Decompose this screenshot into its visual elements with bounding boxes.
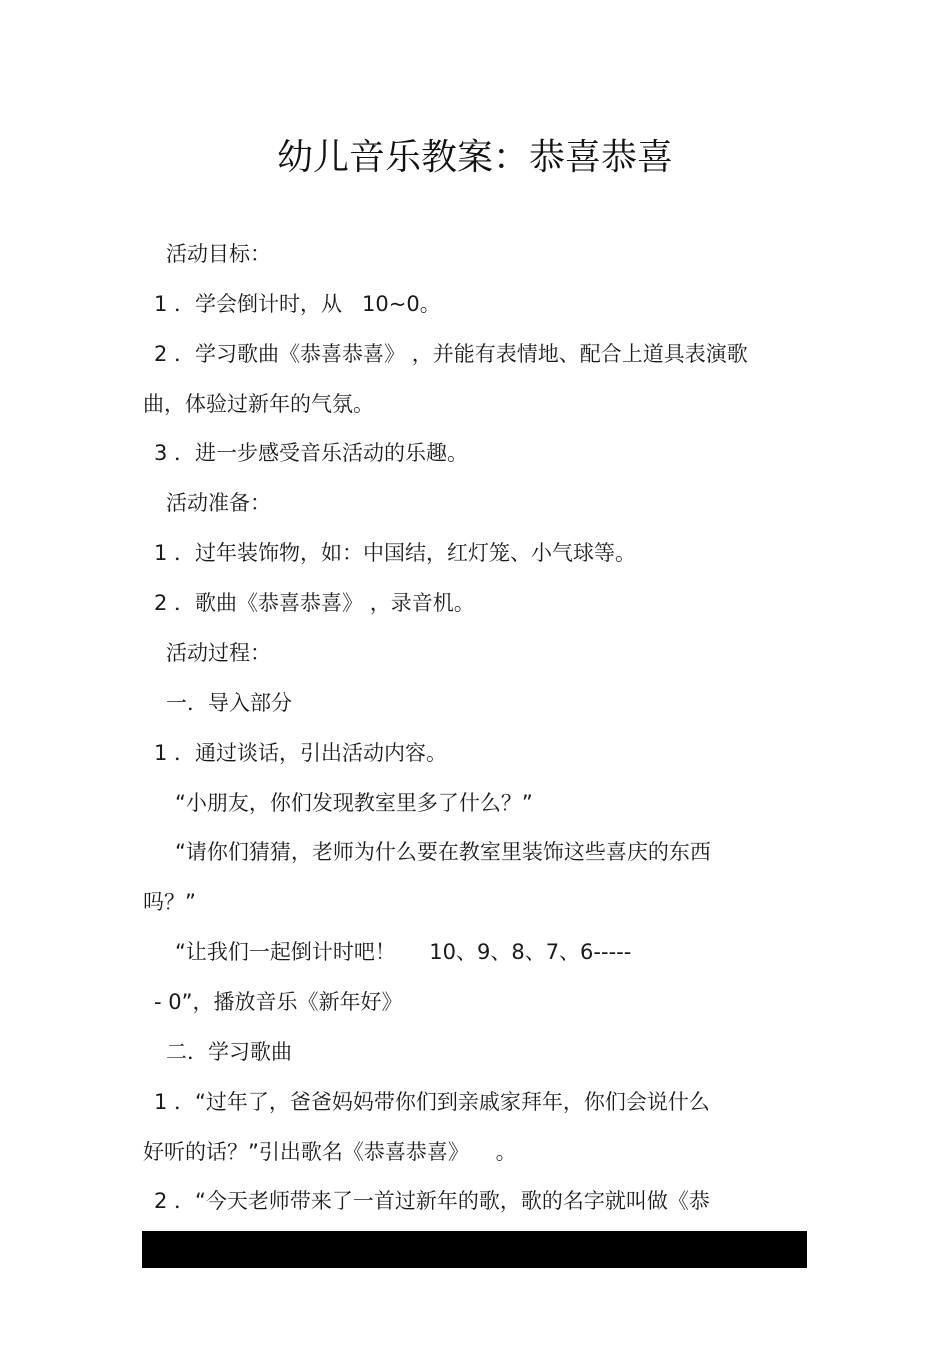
dialogue-line: “请你们猜猜，老师为什么要在教室里装饰这些喜庆的东西	[175, 840, 711, 864]
dialogue-line-continued: 吗？”	[143, 890, 196, 914]
dialogue-line-continued: - 0”，播放音乐《新年好》	[154, 990, 403, 1014]
section-heading-goals: 活动目标：	[166, 242, 271, 266]
learning-step-2: 2 ．“今天老师带来了一首过新年的歌，歌的名字就叫做《恭	[154, 1189, 710, 1213]
goal-item-2-continued: 曲，体验过新年的气氛。	[143, 392, 374, 416]
process-part-1-heading: 一．导入部分	[166, 691, 292, 715]
dialogue-line: “让我们一起倒计时吧！ 10、9、8、7、6-----	[175, 940, 632, 964]
process-step-1: 1 ．通过谈话，引出活动内容。	[154, 741, 448, 765]
footer-redaction-bar	[142, 1231, 807, 1268]
dialogue-line: “小朋友，你们发现教室里多了什么？”	[175, 791, 533, 815]
goal-item-3: 3 ．进一步感受音乐活动的乐趣。	[154, 441, 469, 465]
goal-item-2: 2 ．学习歌曲《恭喜恭喜》 ，并能有表情地、配合上道具表演歌	[154, 342, 748, 366]
learning-step-1-continued: 好听的话？”引出歌名《恭喜恭喜》 。	[143, 1140, 517, 1164]
process-part-2-heading: 二．学习歌曲	[166, 1040, 292, 1064]
section-heading-preparation: 活动准备：	[166, 491, 271, 515]
preparation-item-2: 2 ．歌曲《恭喜恭喜》 ，录音机。	[154, 591, 475, 615]
section-heading-process: 活动过程：	[166, 641, 271, 665]
document-title: 幼儿音乐教案：恭喜恭喜	[276, 137, 673, 178]
learning-step-1: 1 ．“过年了，爸爸妈妈带你们到亲戚家拜年，你们会说什么	[154, 1090, 710, 1114]
goal-item-1: 1 ．学会倒计时，从 10~0。	[154, 292, 441, 316]
preparation-item-1: 1 ．过年装饰物，如：中国结，红灯笼、小气球等。	[154, 541, 637, 565]
